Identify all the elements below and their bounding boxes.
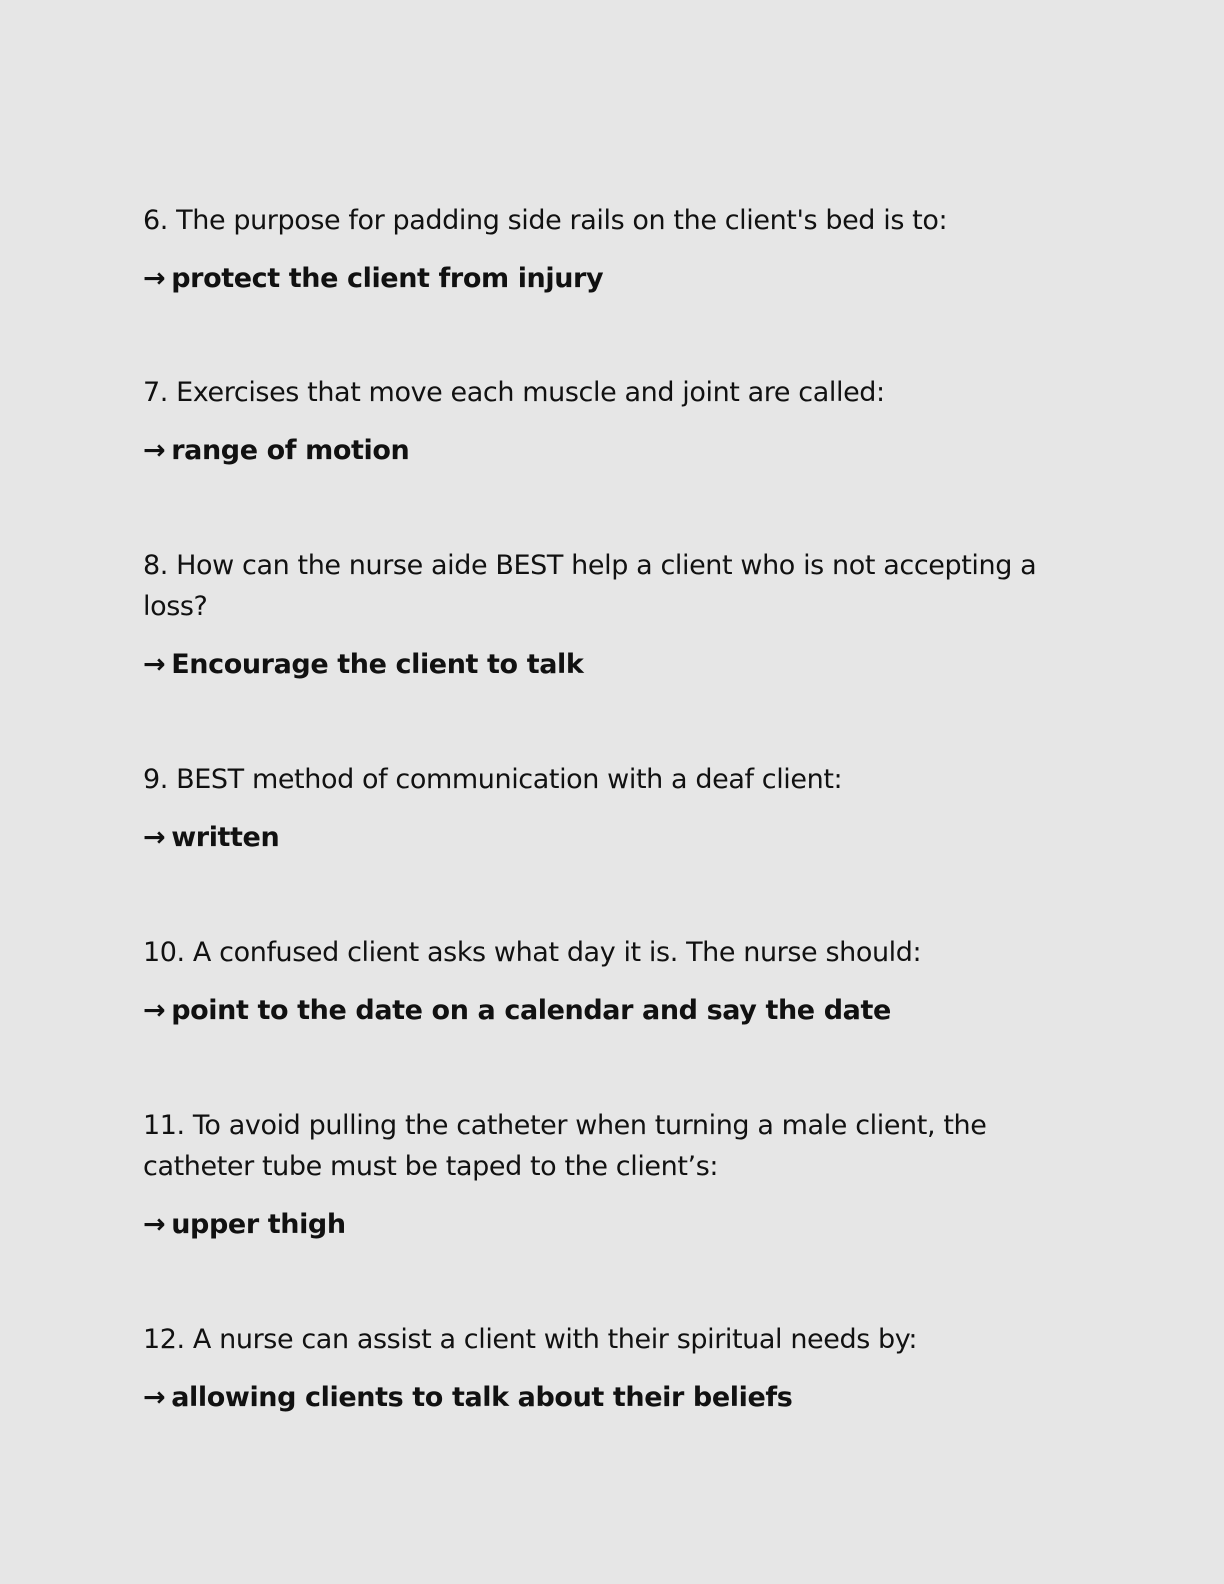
answer-text: written: [171, 822, 280, 853]
answer-line: [143, 1377, 1043, 1418]
qa-item-11: [143, 1105, 1043, 1245]
answer-line: [143, 430, 1043, 471]
arrow-right-icon: →: [143, 435, 166, 466]
question-text: 8. How can the nurse aide BEST help a client who is not accepting a loss?: [143, 550, 1037, 622]
answer-text: point to the date on a calendar and say the date: [171, 995, 891, 1026]
answer-line: [143, 258, 1043, 299]
arrow-right-icon: →: [143, 1382, 166, 1413]
arrow-right-icon: →: [143, 263, 166, 294]
answer-text: protect the client from injury: [171, 263, 604, 294]
qa-item-7: [143, 372, 1043, 471]
answer-line: [143, 817, 1043, 858]
qa-item-10: [143, 932, 1043, 1031]
answer-text: range of motion: [171, 435, 410, 466]
answer-line: [143, 990, 1043, 1031]
question-text: 10. A confused client asks what day it is. The nurse should:: [143, 937, 922, 968]
arrow-right-icon: →: [143, 649, 166, 680]
question-text: 11. To avoid pulling the catheter when turning a male client, the catheter tube must be taped to the client’s:: [143, 1110, 987, 1182]
qa-item-12: [143, 1319, 1043, 1418]
qa-item-9: [143, 759, 1043, 858]
answer-line: [143, 644, 1043, 685]
arrow-right-icon: →: [143, 1209, 166, 1240]
qa-item-8: [143, 545, 1043, 685]
answer-text: allowing clients to talk about their beliefs: [171, 1382, 793, 1413]
arrow-right-icon: →: [143, 822, 166, 853]
arrow-right-icon: →: [143, 995, 166, 1026]
answer-text: Encourage the client to talk: [171, 649, 584, 680]
question-text: 6. The purpose for padding side rails on the client's bed is to:: [143, 205, 948, 236]
answer-line: [143, 1204, 1043, 1245]
question-text: 9. BEST method of communication with a deaf client:: [143, 764, 843, 795]
answer-text: upper thigh: [171, 1209, 346, 1240]
question-text: 7. Exercises that move each muscle and joint are called:: [143, 377, 885, 408]
qa-item-6: [143, 200, 1043, 299]
question-text: 12. A nurse can assist a client with their spiritual needs by:: [143, 1324, 918, 1355]
